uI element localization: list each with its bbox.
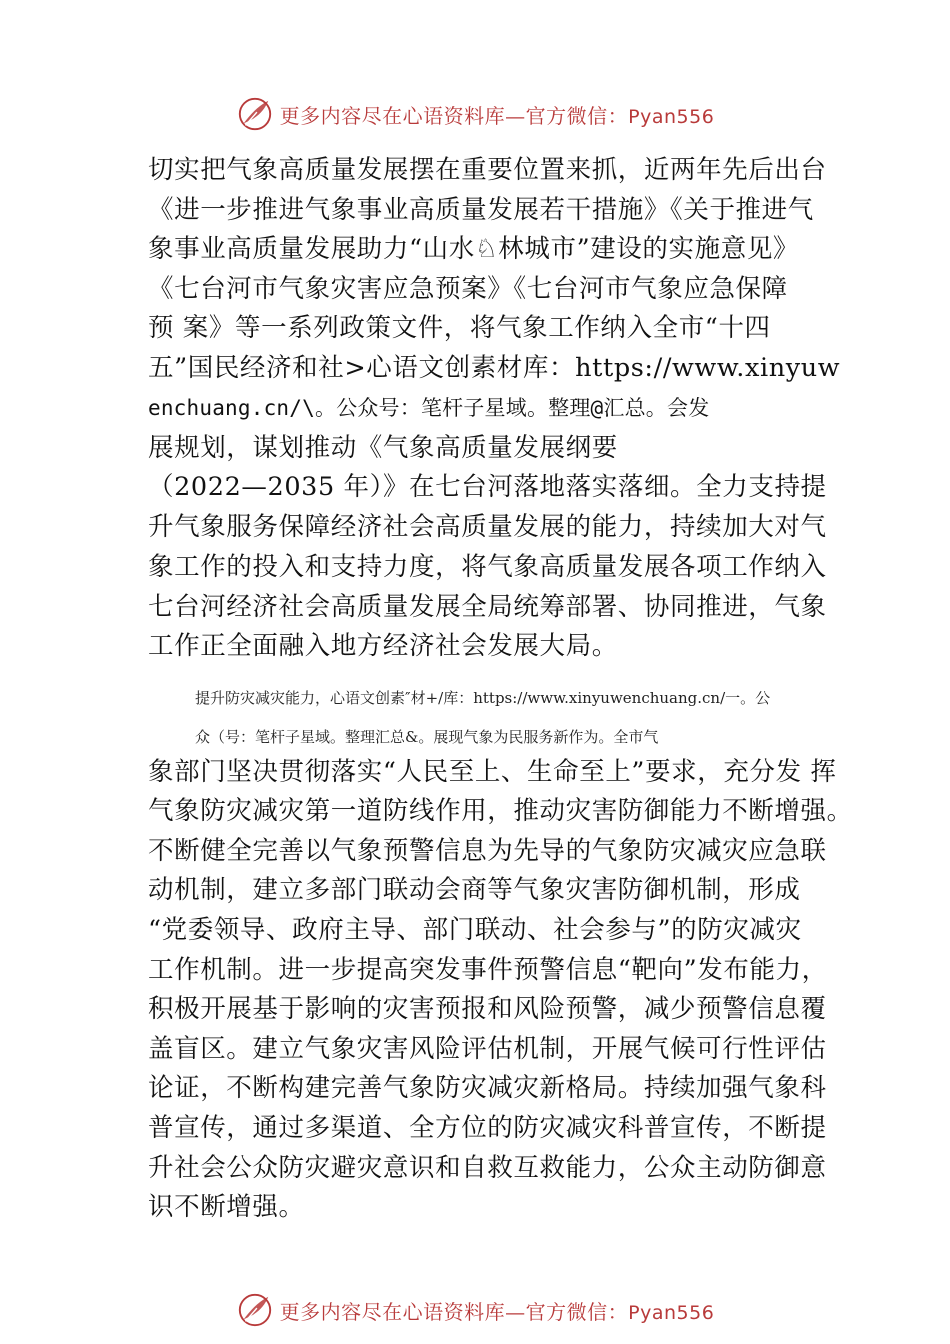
header-banner (0, 92, 950, 136)
text-line: 升气象服务保障经济社会高质量发展的能力，持续加大对气 (148, 512, 827, 542)
feather-pen-logo-icon (236, 95, 274, 133)
text-line: 动机制，建立多部门联动会商等气象灾害防御机制，形成 (148, 875, 801, 905)
small-text-line: 提升防灾减灾能力，心语文创素″材+/库：https://www.xinyuwenchuang.cn/一。公 (195, 689, 771, 707)
header-banner-text: 更多内容尽在心语资料库—官方微信：Pyan556 (279, 103, 715, 128)
text-line: 气象防灾减灾第一道防线作用，推动灾害防御能力不断增强。 (148, 796, 853, 826)
text-line: 预 案》等一系列政策文件，将气象工作纳入全市“十四 (148, 313, 771, 343)
feather-pen-logo-icon (236, 1291, 274, 1329)
text-line: 普宣传，通过多渠道、全方位的防灾减灾科普宣传，不断提 (148, 1113, 827, 1143)
footer-banner-text: 更多内容尽在心语资料库—官方微信：Pyan556 (279, 1299, 715, 1324)
text-line: 不断健全完善以气象预警信息为先导的气象防灾减灾应急联 (148, 836, 827, 866)
footer-banner (0, 1288, 950, 1332)
text-line: 盖盲区。建立气象灾害风险评估机制，开展气候可行性评估 (148, 1034, 827, 1064)
text-line: 积极开展基于影响的灾害预报和风险预警，减少预警信息覆 (148, 994, 827, 1024)
text-line: 五”国民经济和社>心语文创素材库：https://www.xinyuw (148, 353, 841, 383)
wechat-id: Pyan556 (628, 105, 715, 128)
text-line: 论证，不断构建完善气象防灾减灾新格局。持续加强气象科 (148, 1073, 827, 1103)
text-line: 升社会公众防灾避灾意识和自救互救能力，公众主动防御意 (148, 1153, 827, 1183)
text-line: 七台河经济社会高质量发展全局统筹部署、协同推进，气象 (148, 592, 827, 622)
text-line: 切实把气象高质量发展摆在重要位置来抓，近两年先后出台 (148, 155, 827, 185)
text-line: 象工作的投入和支持力度，将气象高质量发展各项工作纳入 (148, 552, 827, 582)
text-line: enchuang.cn/\。公众号：笔杆子星域。整理@汇总。会发 (148, 396, 710, 420)
text-line: 展规划，谋划推动《气象高质量发展纲要 (148, 433, 618, 463)
wechat-id: Pyan556 (628, 1301, 715, 1324)
text-line: （2022—2035 年）》在七台河落地落实落细。全力支持提 (148, 472, 827, 502)
text-line: 工作正全面融入地方经济社会发展大局。 (148, 631, 618, 661)
text-line: 《进一步推进气象事业高质量发展若干措施》《关于推进气 (148, 195, 814, 225)
text-line: “党委领导、政府主导、部门联动、社会参与”的防灾减灾 (148, 915, 802, 945)
small-text-line: 众（号：笔杆子星域。整理汇总&。展现气象为民服务新作为。全市气 (195, 728, 659, 746)
text-line: 《七台河市气象灾害应急预案》《七台河市气象应急保障 (148, 274, 788, 304)
text-line: 工作机制。进一步提高突发事件预警信息“靶向”发布能力， (148, 955, 828, 985)
text-line: 象部门坚决贯彻落实“人民至上、生命至上”要求，充分发 挥 (148, 757, 837, 787)
text-line: 象事业高质量发展助力“山水♘林城市”建设的实施意见》 (148, 234, 800, 264)
text-line: 识不断增强。 (148, 1192, 305, 1222)
